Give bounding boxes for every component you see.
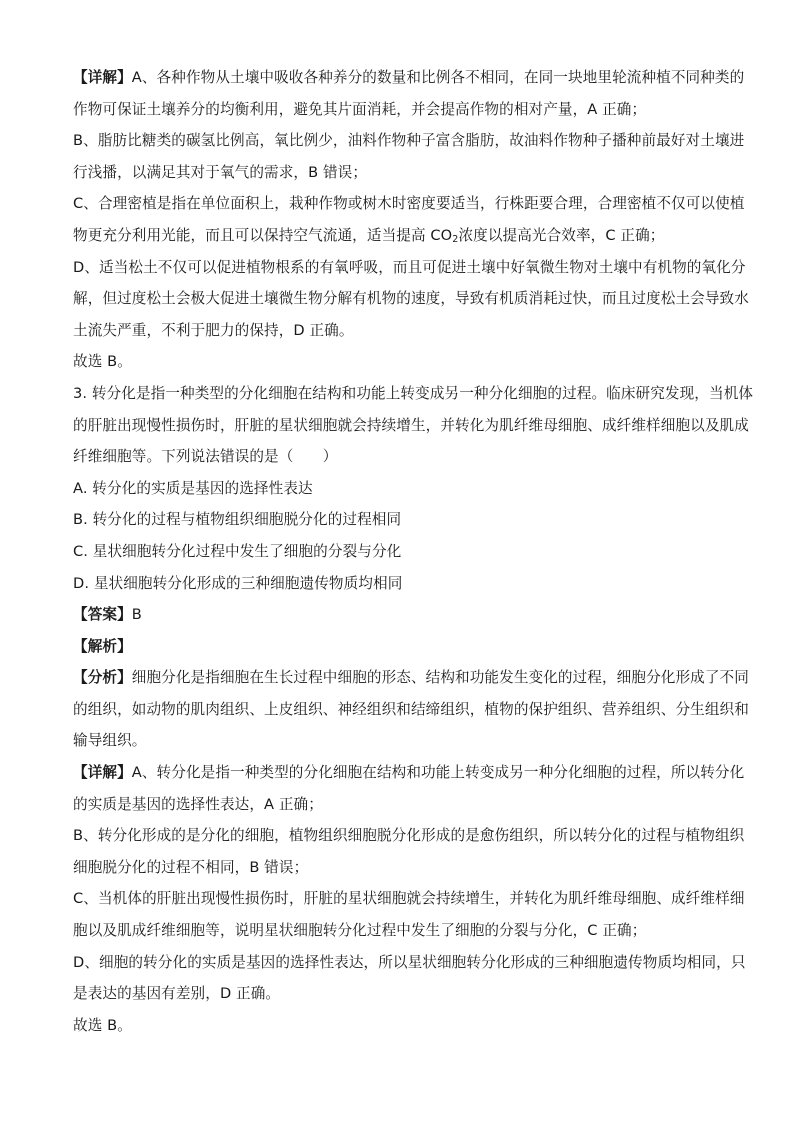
q3-detail-line-1: 【详解】A、转分化是指一种类型的分化细胞在结构和功能上转变成另一种分化细胞的过程，所以转分化	[73, 764, 745, 782]
q2-detail-line-9: 土流失严重，不利于肥力的保持，D 正确。	[73, 321, 354, 339]
q2-detail-line-6: 物更充分利用光能，而且可以保持空气流通，适当提高 $CO_2$浓度以提高光合效率，C 正确；	[73, 226, 665, 245]
q3-analysis-line-2: 的组织，如动物的肌肉组织、上皮组织、神经组织和结缔组织，植物的保护组织、营养组织、分生组织和	[73, 700, 749, 718]
q3-answer	[73, 599, 725, 631]
answer-value: B	[131, 606, 142, 624]
document-page	[73, 62, 754, 1041]
q3-option-c: C. 星状细胞转分化过程中发生了细胞的分裂与分化	[73, 542, 402, 560]
q3-stem-line-3: 纤维细胞等。下列说法错误的是（ ）	[73, 448, 338, 466]
q3-conclusion: 故选 B。	[73, 1016, 132, 1034]
q3-analysis-line-3: 输导组织。	[73, 732, 147, 750]
q3-detail-line-5: C、当机体的肝脏出现慢性损伤时，肝脏的星状细胞就会持续增生，并转化为肌纤维母细胞、成纤维样细	[73, 890, 745, 908]
q2-detail-line-2: 作物可保证土壤养分的均衡利用，避免其片面消耗，并会提高作物的相对产量，A 正确；	[73, 100, 647, 118]
q3-detail-line-3: B、转分化形成的是分化的细胞，植物组织细胞脱分化形成的是愈伤组织，所以转分化的过程与植物组织	[73, 827, 745, 845]
q3-detail-line-4: 细胞脱分化的过程不相同，B 错误；	[73, 858, 309, 876]
q3-option-d: D. 星状细胞转分化形成的三种细胞遗传物质均相同	[73, 574, 403, 592]
q3-option-b: B. 转分化的过程与植物组织细胞脱分化的过程相同	[73, 511, 402, 529]
q2-detail-line-1: 【详解】A、各种作物从土壤中吸收各种养分的数量和比例各不相同，在同一块地里轮流种植不同种类的	[73, 69, 745, 86]
detail-tag: 【详解】	[73, 764, 132, 782]
q2-detail-line-3: B、脂肪比糖类的碳氢比例高，氧比例少，油料作物种子富含脂肪，故油料作物种子播种前最好对土壤进	[73, 132, 745, 150]
analysis-tag: 【解析】	[73, 637, 132, 655]
q3-detail-line-8: 是表达的基因有差别，D 正确。	[73, 985, 281, 1003]
q3-option-a: A. 转分化的实质是基因的选择性表达	[73, 479, 313, 497]
q3-analysis-heading	[73, 631, 725, 663]
q2-detail-line-4: 行浅播，以满足其对于氧气的需求，B 错误；	[73, 163, 368, 181]
q2-detail-line-7: D、适当松土不仅可以促进植物根系的有氧呼吸，而且可促进土壤中好氧微生物对土壤中有机物的氧化分	[73, 258, 746, 276]
q3-detail-line-7: D、细胞的转分化的实质是基因的选择性表达，所以星状细胞转分化形成的三种细胞遗传物质均相同，只	[73, 953, 746, 971]
q3-detail-line-6: 胞以及肌成纤维细胞等，说明星状细胞转分化过程中发生了细胞的分裂与分化，C 正确；	[73, 922, 647, 940]
q3-analysis-line-1: 【分析】细胞分化是指细胞在生长过程中细胞的形态、结构和功能发生变化的过程，细胞分化形成了不同	[73, 669, 749, 687]
analysis-sub-tag: 【分析】	[73, 669, 132, 687]
q2-detail-line-8: 解，但过度松土会极大促进土壤微生物分解有机物的速度，导致有机质消耗过快，而且过度松土会导致水	[73, 290, 749, 308]
q3-stem-line-1: 3. 转分化是指一种类型的分化细胞在结构和功能上转变成另一种分化细胞的过程。临床研究发现，当机体	[73, 384, 754, 402]
q2-conclusion: 故选 B。	[73, 353, 132, 371]
detail-tag: 【详解】	[73, 69, 132, 86]
answer-tag: 【答案】	[73, 606, 132, 624]
q3-stem-line-2: 的肝脏出现慢性损伤时，肝脏的星状细胞就会持续增生，并转化为肌纤维母细胞、成纤维样细胞以及肌成	[73, 416, 749, 434]
q3-detail-line-2: 的实质是基因的选择性表达，A 正确；	[73, 795, 323, 813]
q2-detail-line-5: C、合理密植是指在单位面积上，栽种作物或树木时密度要适当，行株距要合理，合理密植不仅可以使植	[73, 195, 745, 213]
